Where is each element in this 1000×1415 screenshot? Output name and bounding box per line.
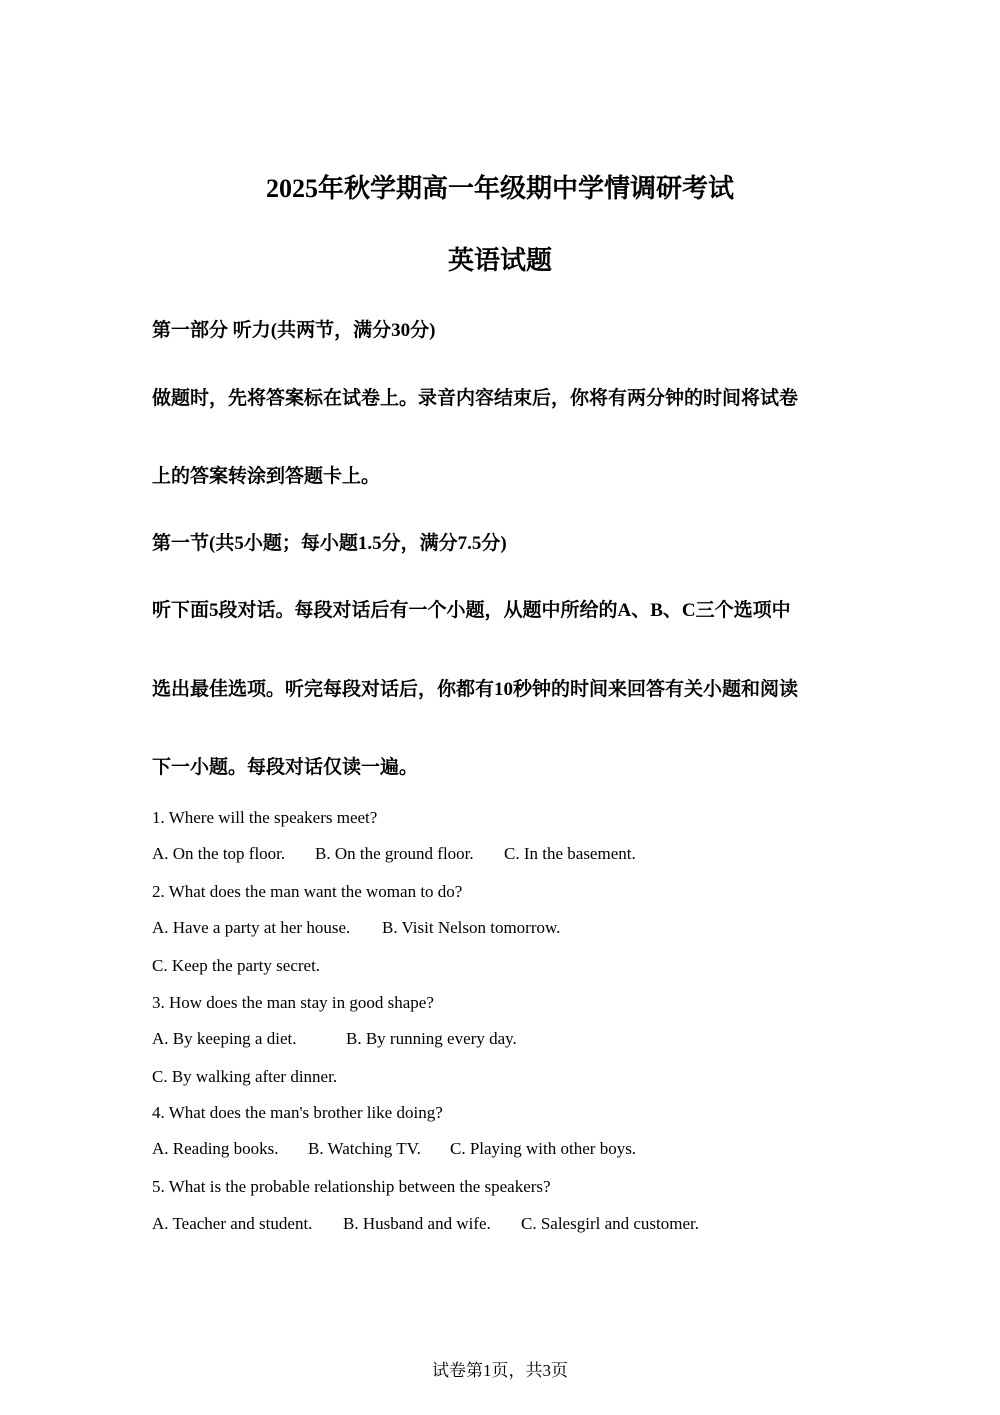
question-option: C. Salesgirl and customer. bbox=[521, 1214, 700, 1233]
part1-instruction-line1: 做题时，先将答案标在试卷上。录音内容结束后，你将有两分钟的时间将试卷 bbox=[152, 388, 799, 409]
question-option: B. By running every day. bbox=[346, 1029, 517, 1048]
section1-instruction-line3: 下一小题。每段对话仅读一遍。 bbox=[152, 757, 419, 778]
question-option: C. Playing with other boys. bbox=[450, 1139, 637, 1158]
exam-title: 2025年秋学期高一年级期中学情调研考试 bbox=[265, 174, 734, 203]
question-option: C. In the basement. bbox=[504, 844, 636, 863]
question-option: C. By walking after dinner. bbox=[152, 1067, 338, 1086]
exam-subtitle: 英语试题 bbox=[447, 246, 552, 275]
section1-instruction-line2: 选出最佳选项。听完每段对话后，你都有10秒钟的时间来回答有关小题和阅读 bbox=[152, 679, 799, 700]
question-option: B. Watching TV. bbox=[308, 1139, 421, 1158]
question-stem: 1. Where will the speakers meet? bbox=[152, 808, 378, 827]
question-stem: 5. What is the probable relationship between the speakers? bbox=[152, 1177, 551, 1196]
question-option: A. On the top floor. bbox=[152, 844, 286, 863]
question-option: A. Reading books. bbox=[152, 1139, 279, 1158]
question-option: B. Visit Nelson tomorrow. bbox=[382, 918, 561, 937]
question-option: B. On the ground floor. bbox=[315, 844, 474, 863]
question-option: B. Husband and wife. bbox=[343, 1214, 491, 1233]
question-option: A. Teacher and student. bbox=[152, 1214, 313, 1233]
section1-instruction-line1: 听下面5段对话。每段对话后有一个小题，从题中所给的A、B、C三个选项中 bbox=[152, 600, 791, 621]
question-stem: 4. What does the man's brother like doing? bbox=[152, 1103, 443, 1122]
question-option: A. Have a party at her house. bbox=[152, 918, 351, 937]
question-option: C. Keep the party secret. bbox=[152, 956, 321, 975]
question-stem: 2. What does the man want the woman to do? bbox=[152, 882, 463, 901]
page-footer: 试卷第1页，共3页 bbox=[432, 1361, 568, 1380]
question-option: A. By keeping a diet. bbox=[152, 1029, 297, 1048]
part1-heading: 第一部分 听力(共两节，满分30分) bbox=[152, 320, 436, 341]
part1-instruction-line2: 上的答案转涂到答题卡上。 bbox=[152, 466, 381, 487]
question-stem: 3. How does the man stay in good shape? bbox=[152, 993, 434, 1012]
section1-heading: 第一节(共5小题；每小题1.5分，满分7.5分) bbox=[152, 533, 507, 554]
